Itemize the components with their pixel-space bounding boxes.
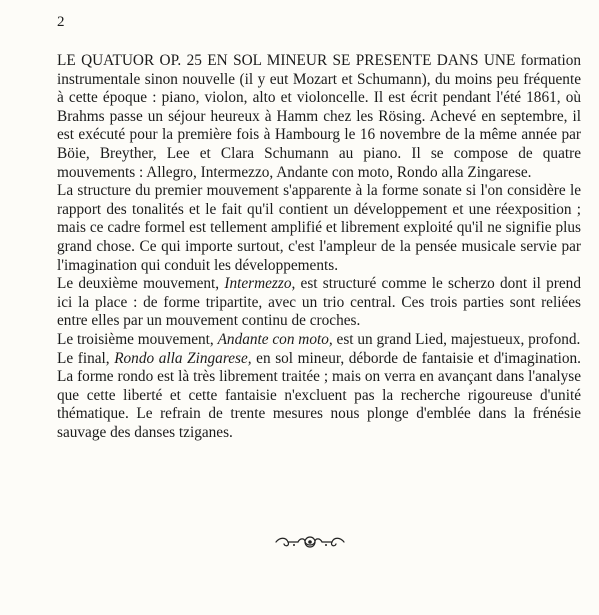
text-span: La structure du premier mouvement s'apparente à la forme sonate si l'on considère le rapport des tonalités et le fait qu'il contient un développement et une réexposition ; mais ce cadre formel est tellement amplifié et librement exploité qu'il ne signifie plus grand chose. Ce qui importe surtout, c'est l'ampleur de la pensée musicale servie par l'imagination qui conduit les développements. <box>57 182 581 274</box>
paragraph-first-movement <box>57 182 581 275</box>
article-body <box>57 52 581 442</box>
scroll-ornament-icon <box>272 534 348 550</box>
text-span: est structuré comme le scherzo dont il prend ici la place : de forme tripartite, avec un trio central. Ces trois parties sont reliées entre elles par un mouvement continu de croches. <box>57 275 581 330</box>
italic-title: Intermezzo, <box>224 275 296 293</box>
text-span: en sol mineur, déborde de fantaisie et d'imagination. La forme rondo est là très librement traitée ; mais on verra en avançant dans l'analyse que cette liberté et cette fantaisie n'excluent pas la recherche rigoureuse d'unité thématique. Le refrain de trente mesures nous plonge d'emblée dans la frénésie sauvage des danses tziganes. <box>57 349 582 441</box>
italic-title: Andante con moto, <box>217 330 333 348</box>
text-span: LE QUATUOR OP. 25 EN SOL MINEUR SE PRESENTE DANS UNE formation instrumentale sinon nouvelle (il y eut Mozart et Schumann), du moins peu fréquente à cette époque : piano, violon, alto et violoncelle. Il est écrit pendant l'été 1861, où Brahms passe un séjour heureux à Hamm chez les Rösing. Achevé en septembre, il est exécuté pour la première fois à Hambourg le 16 novembre de la même année par Böie, Breyther, Lee et Clara Schumann au piano. Il se compose de quatre mouvements : Allegro, Intermezzo, Andante con moto, Rondo alla Zingarese. <box>57 52 581 181</box>
page-number: 2 <box>57 14 65 30</box>
italic-title: Rondo alla Zingarese, <box>114 349 252 367</box>
paragraph-intro <box>57 52 581 182</box>
paragraph-third-movement <box>57 331 581 350</box>
text-span: est un grand Lied, majestueux, profond. <box>332 330 581 348</box>
text-span: Le deuxième mouvement, <box>57 275 225 293</box>
paragraph-final-movement <box>57 350 581 443</box>
paragraph-second-movement <box>57 275 581 331</box>
text-span: Le troisième mouvement, <box>57 330 218 348</box>
text-span: Le final, <box>57 349 115 367</box>
